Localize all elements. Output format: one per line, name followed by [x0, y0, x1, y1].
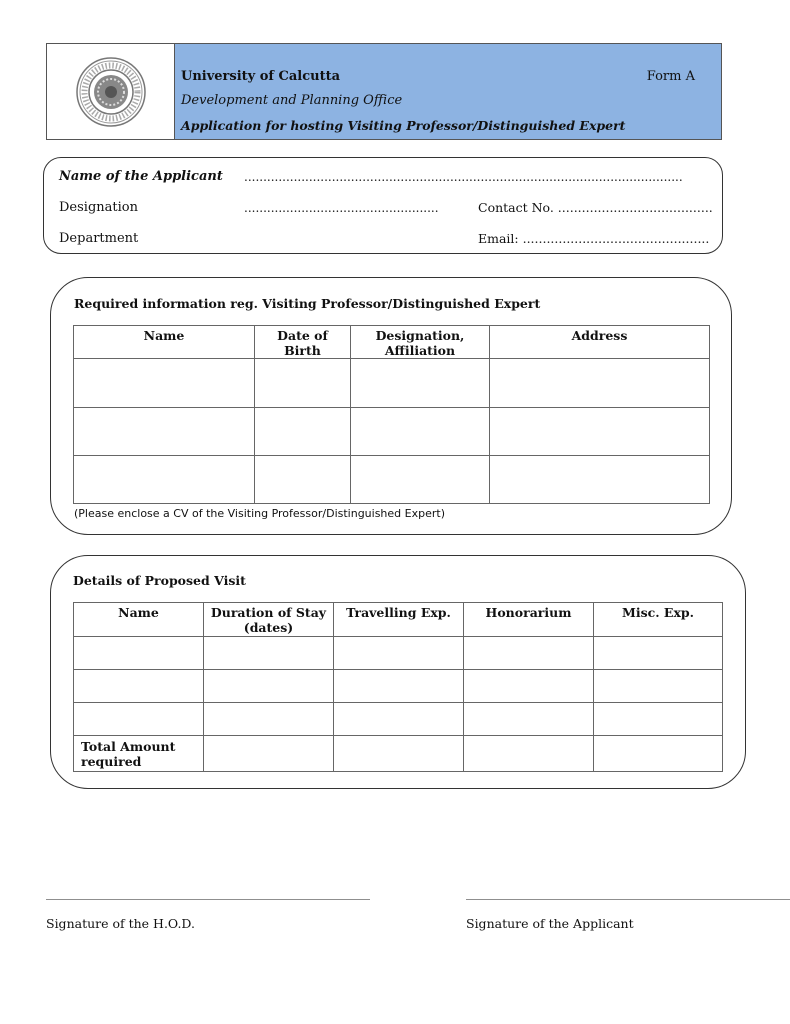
- visitor-section-title: Required information reg. Visiting Professor/Distinguished Expert: [74, 296, 541, 311]
- visit-table: [73, 602, 723, 772]
- email-field[interactable]: Email: ...............................................: [478, 231, 710, 246]
- table-cell[interactable]: [74, 703, 204, 736]
- visit-section-title: Details of Proposed Visit: [73, 573, 246, 588]
- table-cell[interactable]: [334, 670, 464, 703]
- col-designation: Designation, Affiliation: [351, 326, 490, 359]
- table-cell[interactable]: [204, 736, 334, 772]
- application-title: Application for hosting Visiting Professor/Distinguished Expert: [181, 118, 626, 133]
- applicant-info-box: [43, 157, 723, 254]
- table-cell[interactable]: [74, 456, 255, 504]
- table-cell[interactable]: [255, 408, 351, 456]
- table-cell[interactable]: [74, 408, 255, 456]
- table-cell[interactable]: [204, 703, 334, 736]
- department-label: Department: [59, 231, 139, 246]
- col-honorarium: Honorarium: [464, 603, 594, 637]
- table-row: [74, 637, 723, 670]
- table-cell[interactable]: [464, 736, 594, 772]
- table-cell[interactable]: [255, 359, 351, 408]
- table-row: [74, 456, 710, 504]
- col-duration: Duration of Stay (dates): [204, 603, 334, 637]
- university-seal-icon: [75, 56, 147, 128]
- table-cell[interactable]: [204, 670, 334, 703]
- col-travel: Travelling Exp.: [334, 603, 464, 637]
- cv-note: (Please enclose a CV of the Visiting Professor/Distinguished Expert): [74, 507, 445, 520]
- applicant-signature-line[interactable]: ______________________________________________________: [466, 886, 790, 900]
- university-name: University of Calcutta: [181, 69, 341, 84]
- col-name: Name: [74, 326, 255, 359]
- hod-signature-line[interactable]: ______________________________________________________: [46, 886, 370, 900]
- name-label: Name of the Applicant: [59, 169, 223, 184]
- office-name: Development and Planning Office: [181, 93, 403, 108]
- table-cell[interactable]: [351, 359, 490, 408]
- table-row: [74, 670, 723, 703]
- table-cell[interactable]: [204, 637, 334, 670]
- table-cell[interactable]: [74, 637, 204, 670]
- total-row: [74, 736, 723, 772]
- table-row: [74, 408, 710, 456]
- form-label: Form A: [646, 69, 695, 84]
- table-cell[interactable]: [334, 703, 464, 736]
- visitor-table: [73, 325, 710, 504]
- table-cell[interactable]: [74, 359, 255, 408]
- table-cell[interactable]: [351, 456, 490, 504]
- table-cell[interactable]: [490, 408, 710, 456]
- table-cell[interactable]: [464, 670, 594, 703]
- table-cell[interactable]: [255, 456, 351, 504]
- form-header: [46, 43, 722, 140]
- logo-cell: [47, 44, 175, 139]
- table-cell[interactable]: [74, 670, 204, 703]
- table-cell[interactable]: [594, 637, 723, 670]
- table-cell[interactable]: [464, 703, 594, 736]
- table-cell[interactable]: [490, 359, 710, 408]
- hod-signature-label: Signature of the H.O.D.: [46, 916, 195, 931]
- applicant-signature-label: Signature of the Applicant: [466, 916, 634, 931]
- table-cell[interactable]: [594, 670, 723, 703]
- contact-field[interactable]: Contact No. .......................................: [478, 200, 713, 215]
- table-cell[interactable]: [351, 408, 490, 456]
- designation-field[interactable]: ...................................................: [244, 201, 439, 215]
- table-cell[interactable]: [594, 736, 723, 772]
- table-row: [74, 359, 710, 408]
- table-row: [74, 703, 723, 736]
- table-cell[interactable]: [334, 637, 464, 670]
- table-cell[interactable]: [490, 456, 710, 504]
- col-dob: Date of Birth: [255, 326, 351, 359]
- table-cell[interactable]: [464, 637, 594, 670]
- total-amount-label: Total Amount required: [74, 736, 204, 772]
- col-misc: Misc. Exp.: [594, 603, 723, 637]
- designation-label: Designation: [59, 200, 138, 215]
- col-visitor-name: Name: [74, 603, 204, 637]
- title-cell: [175, 44, 721, 139]
- col-address: Address: [490, 326, 710, 359]
- table-cell[interactable]: [594, 703, 723, 736]
- name-field[interactable]: ...................................................................................................................: [244, 170, 683, 184]
- table-cell[interactable]: [334, 736, 464, 772]
